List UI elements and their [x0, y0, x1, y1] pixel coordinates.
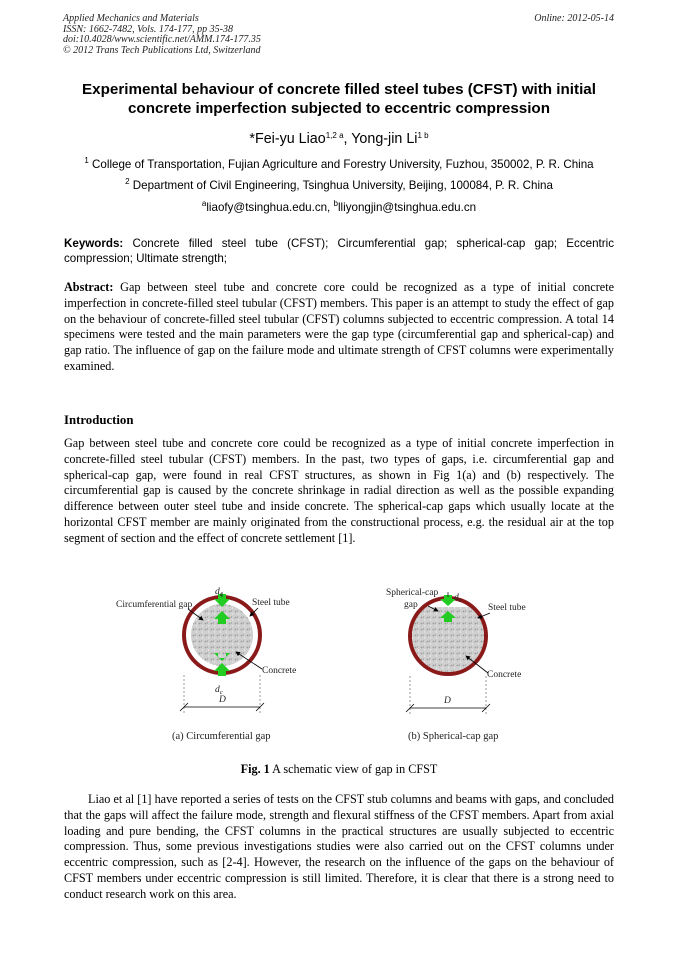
- figure-1-caption-label: Fig. 1: [240, 762, 270, 776]
- keywords-label: Keywords:: [64, 237, 124, 250]
- copyright-line: © 2012 Trans Tech Publications Ltd, Switzerland: [63, 44, 261, 56]
- affiliation-1-marker: 1: [84, 156, 89, 165]
- figure-1-caption-text: A schematic view of gap in CFST: [269, 762, 438, 776]
- abstract-label: Abstract:: [64, 280, 114, 294]
- introduction-paragraph-1: Gap between steel tube and concrete core could be recognized as a type of initial concrete imperfection in concrete-filled steel tubular (CFST) members. In the past, two types of gaps, i.e. circumferential gap and spherical-cap gap, were found in real CFST structures, as shown in Fig 1(a) and (b) respectively. The circumferential gap is caused by the concrete shrinkage in radial direction as well as the possible expanding difference between outer steel tube and inside concrete. The spherical-cap gaps which usually locate at the horizontal CFST member are mainly originated from the constructional process, e.g. the residual air at the top segment of section and the effect of concrete settlement [1].: [64, 436, 614, 545]
- title-line-2: concrete imperfection subjected to eccentric compression: [127, 100, 550, 117]
- author-emails: [40, 201, 638, 215]
- introduction-paragraph-2: Liao et al [1] have reported a series of tests on the CFST stub columns and beams with gaps, and concluded that the gaps will affect the failure mode, strength and flexural stiffness of the CFST members. Apart from axial loading and pure bending, the CFST columns in the practical structures are usually subjected to eccentric compression. Thus, some previous investigations studies were also carried out on the CFST columns under eccentric compression, such as [2-4]. However, the research on the influence of the gaps on the behaviour of CFST members under eccentric compression is still limited. Therefore, it is clear that there is a strong need to conduct research work on this area.: [64, 792, 614, 901]
- title-line-1: Experimental behaviour of concrete filled steel tubes (CFST) with initial: [82, 81, 596, 98]
- author-1-affiliation: 1,2 a: [325, 131, 344, 140]
- abstract: [64, 280, 614, 375]
- figure-1-schematic: [0, 580, 678, 780]
- doi-line: doi:10.4028/www.scientific.net/AMM.174-177.35: [63, 34, 261, 45]
- steel-tube-label-b: Steel tube: [488, 603, 526, 613]
- journal-header: [63, 14, 463, 56]
- concrete-label-b: Concrete: [487, 670, 522, 680]
- dc-label-b: $d_c$: [454, 593, 462, 604]
- author-1: *Fei-yu Liao: [249, 131, 326, 147]
- dc-top-label-a: $d_c$: [215, 587, 223, 598]
- figure-1b-spherical-cap-gap: [386, 588, 526, 742]
- section-heading-introduction: Introduction: [64, 413, 134, 427]
- author-2: Yong-jin Li: [351, 131, 418, 147]
- journal-name: Applied Mechanics and Materials: [63, 13, 199, 24]
- affiliation-1: [40, 158, 638, 172]
- circumferential-gap-label: Circumferential gap: [116, 600, 193, 610]
- paper-title: [40, 80, 638, 118]
- figure-1a-circumferential-gap: [116, 587, 296, 742]
- email-b-marker: b: [333, 199, 338, 208]
- keywords: [64, 236, 614, 266]
- affiliation-2: [40, 179, 638, 193]
- abstract-text: Gap between steel tube and concrete core could be recognized as a type of initial concrete imperfection in concrete-filled steel tubular (CFST) members. This paper is an attempt to study the effect of gap on the behaviour of concrete-filled steel tubular (CFST) columns subjected to eccentric compression. A total 14 specimens were tested and the main parameters were the gap type (circumferential gap and spherical-cap) and gap ratio. The influence of gap on the failure mode and ultimate strength of CFST columns were experimentally examined.: [64, 280, 614, 373]
- author-2-affiliation: 1 b: [417, 131, 429, 140]
- diameter-label-b: D: [444, 696, 451, 706]
- email-a-marker: a: [201, 199, 207, 208]
- affiliation-1-text: College of Transportation, Fujian Agriculture and Forestry University, Fuzhou, 350002, P. R. China: [92, 158, 594, 171]
- keywords-text: Concrete filled steel tube (CFST); Circumferential gap; spherical-cap gap; Eccentric compression; Ultimate strength;: [64, 237, 614, 265]
- email-b[interactable]: lliyongjin@tsinghua.edu.cn: [337, 201, 477, 214]
- figure-1b-caption: (b) Spherical-cap gap: [408, 731, 499, 742]
- email-a[interactable]: liaofy@tsinghua.edu.cn,: [206, 201, 334, 214]
- figure-1a-caption: (a) Circumferential gap: [172, 731, 271, 742]
- spherical-cap-label-line2: gap: [404, 600, 418, 610]
- author-list: [40, 130, 638, 148]
- issn-line: ISSN: 1662-7482, Vols. 174-177, pp 35-38: [63, 23, 233, 35]
- author-separator: ,: [343, 131, 352, 147]
- affiliation-2-marker: 2: [125, 177, 130, 186]
- concrete-label-a: Concrete: [262, 666, 297, 676]
- spherical-cap-label-line1: Spherical-cap: [386, 588, 439, 598]
- diameter-label-a: D: [219, 695, 226, 705]
- dc-bottom-label-a: $d_c$: [215, 685, 223, 696]
- steel-tube-label-a: Steel tube: [252, 598, 290, 608]
- figure-1-caption: [40, 762, 638, 777]
- affiliation-2-text: Department of Civil Engineering, Tsinghua University, Beijing, 100084, P. R. China: [132, 179, 553, 192]
- online-date: Online: 2012-05-14: [534, 13, 614, 24]
